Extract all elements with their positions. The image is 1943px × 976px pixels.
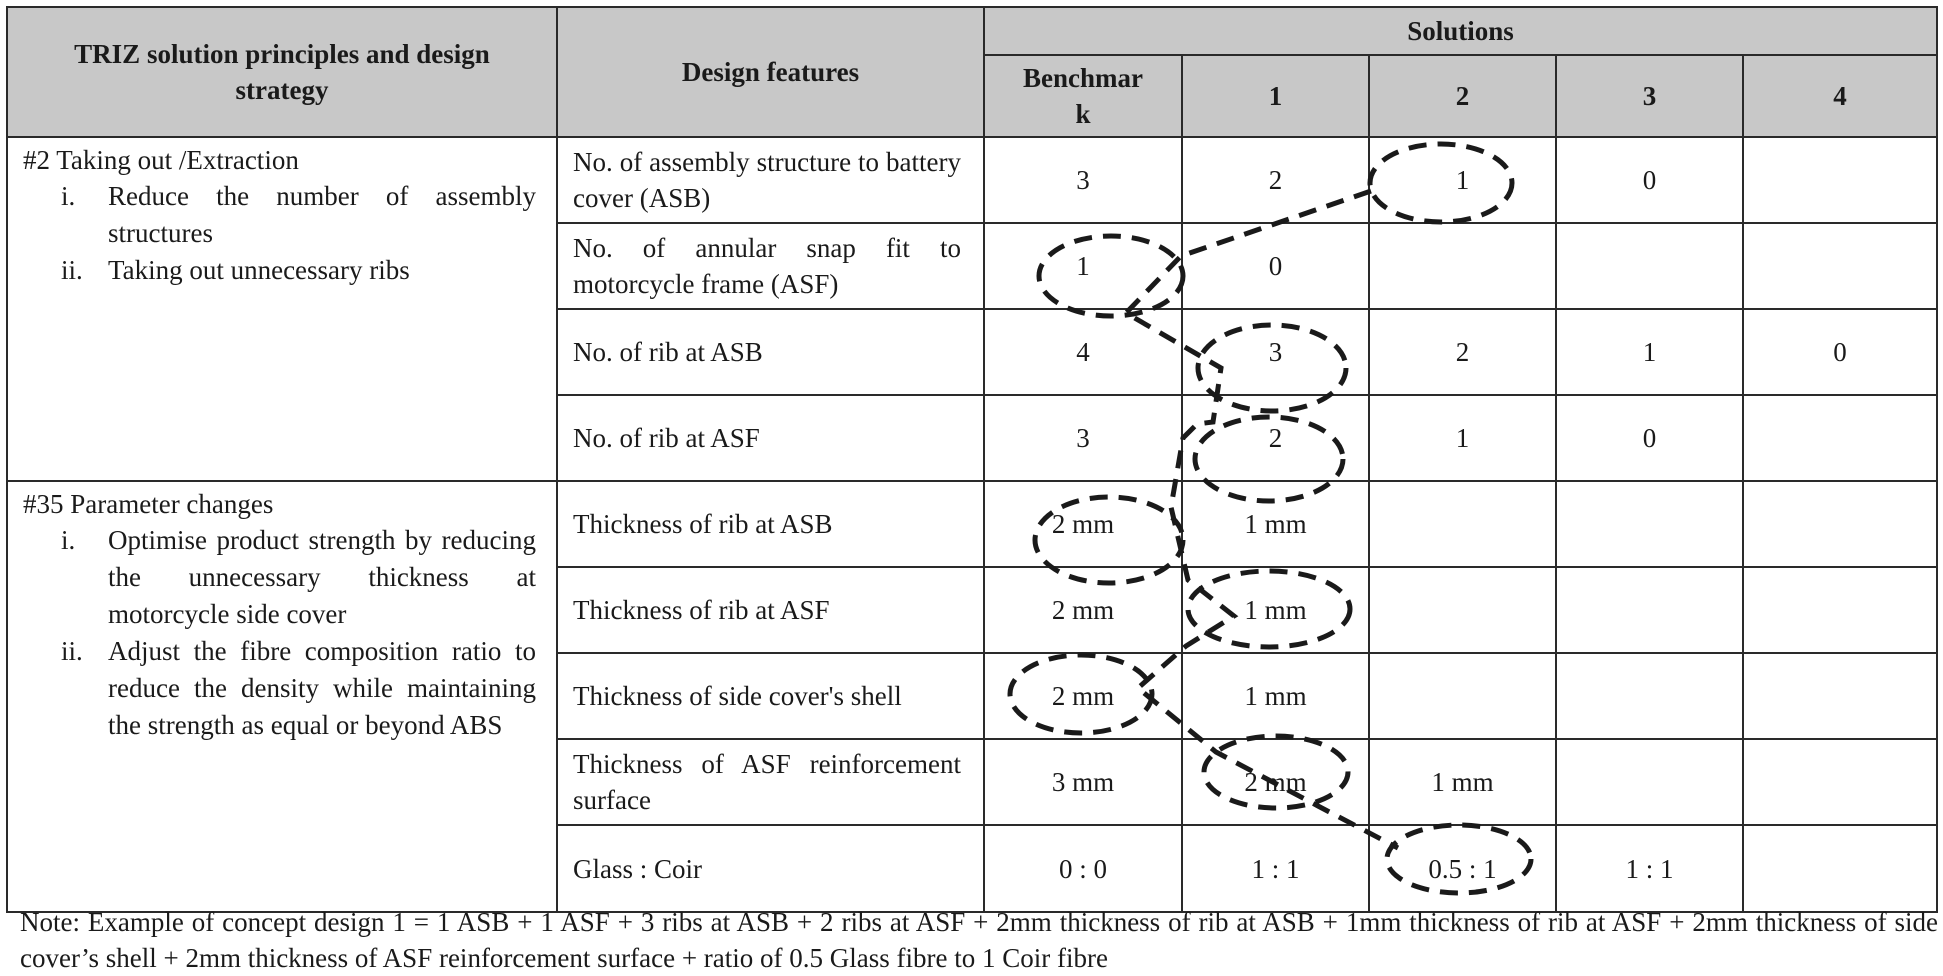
value-cell <box>1743 223 1937 309</box>
feature-cell: No. of rib at ASB <box>557 309 984 395</box>
value-cell: 1 <box>1369 137 1556 223</box>
strategy-header: TRIZ solution principles and design strategy <box>7 7 557 137</box>
value-cell <box>1369 481 1556 567</box>
strategy-item <box>23 522 536 633</box>
item-text: Taking out unnecessary ribs <box>108 255 410 285</box>
value-cell: 0 <box>1743 309 1937 395</box>
triz-table-container <box>6 6 1936 901</box>
design-features-header: Design features <box>557 7 984 137</box>
value-cell: 2 <box>1182 137 1369 223</box>
feature-cell: No. of assembly structure to battery cover (ASB) <box>557 137 984 223</box>
value-cell <box>1743 567 1937 653</box>
value-cell: 1 : 1 <box>1182 825 1369 912</box>
triz-solutions-table <box>6 6 1938 913</box>
value-cell <box>1556 653 1743 739</box>
strategy-item <box>23 633 536 744</box>
feature-cell: Thickness of ASF reinforcement surface <box>557 739 984 825</box>
value-cell: 0 : 0 <box>984 825 1182 912</box>
item-text: Adjust the fibre composition ratio to reduce the density while maintaining the strength as equal or beyond ABS <box>108 636 536 740</box>
value-cell: 1 mm <box>1182 481 1369 567</box>
value-cell <box>1743 137 1937 223</box>
value-cell <box>1369 567 1556 653</box>
value-cell: 3 <box>984 137 1182 223</box>
value-cell <box>1743 395 1937 481</box>
item-text: Reduce the number of assembly structures <box>108 181 536 248</box>
item-number: i. <box>61 181 76 211</box>
value-cell: 0 <box>1556 395 1743 481</box>
value-cell: 1 <box>1369 395 1556 481</box>
value-cell: 0 <box>1556 137 1743 223</box>
strategy-cell-extraction <box>7 137 557 481</box>
value-cell: 4 <box>984 309 1182 395</box>
value-cell: 3 <box>1182 309 1369 395</box>
value-cell: 1 mm <box>1369 739 1556 825</box>
feature-cell: Glass : Coir <box>557 825 984 912</box>
feature-cell: Thickness of rib at ASF <box>557 567 984 653</box>
strategy-title: #2 Taking out /Extraction <box>23 145 299 175</box>
feature-cell: Thickness of side cover's shell <box>557 653 984 739</box>
column-header-4: 4 <box>1743 55 1937 137</box>
column-header-benchmark: Benchmar k <box>984 55 1182 137</box>
value-cell: 0.5 : 1 <box>1369 825 1556 912</box>
value-cell <box>1743 481 1937 567</box>
value-cell: 0 <box>1182 223 1369 309</box>
value-cell: 2 mm <box>984 653 1182 739</box>
item-number: i. <box>61 525 76 555</box>
value-cell <box>1369 653 1556 739</box>
item-text: Optimise product strength by reducing the unnecessary thickness at motorcycle side cover <box>108 525 536 629</box>
value-cell: 2 <box>1182 395 1369 481</box>
feature-cell: No. of rib at ASF <box>557 395 984 481</box>
feature-cell: No. of annular snap fit to motorcycle frame (ASF) <box>557 223 984 309</box>
column-header-2: 2 <box>1369 55 1556 137</box>
value-cell: 1 <box>984 223 1182 309</box>
value-cell: 1 mm <box>1182 567 1369 653</box>
value-cell: 1 mm <box>1182 653 1369 739</box>
value-cell <box>1743 739 1937 825</box>
column-header-1: 1 <box>1182 55 1369 137</box>
strategy-item <box>23 252 536 289</box>
value-cell <box>1743 653 1937 739</box>
value-cell <box>1556 223 1743 309</box>
strategy-item <box>23 178 536 252</box>
value-cell: 1 : 1 <box>1556 825 1743 912</box>
value-cell <box>1743 825 1937 912</box>
solutions-header: Solutions <box>984 7 1937 55</box>
strategy-title: #35 Parameter changes <box>23 489 274 519</box>
item-number: ii. <box>61 255 83 285</box>
item-number: ii. <box>61 636 83 666</box>
column-header-3: 3 <box>1556 55 1743 137</box>
value-cell <box>1556 481 1743 567</box>
value-cell: 2 <box>1369 309 1556 395</box>
strategy-cell-parameter-changes <box>7 481 557 912</box>
value-cell: 1 <box>1556 309 1743 395</box>
value-cell: 2 mm <box>984 567 1182 653</box>
value-cell: 3 <box>984 395 1182 481</box>
value-cell: 2 mm <box>984 481 1182 567</box>
value-cell <box>1556 567 1743 653</box>
value-cell <box>1556 739 1743 825</box>
value-cell <box>1369 223 1556 309</box>
feature-cell: Thickness of rib at ASB <box>557 481 984 567</box>
table-note: Note: Example of concept design 1 = 1 ASB + 1 ASF + 3 ribs at ASB + 2 ribs at ASF + 2mm thickness of rib at ASB + 1mm thickness of rib at ASF + 2mm thickness of side cover’s shell + 2mm thickness of ASF reinforcement surface + ratio of 0.5 Glass fibre to 1 Coir fibre <box>20 907 1938 973</box>
value-cell: 2 mm <box>1182 739 1369 825</box>
value-cell: 3 mm <box>984 739 1182 825</box>
